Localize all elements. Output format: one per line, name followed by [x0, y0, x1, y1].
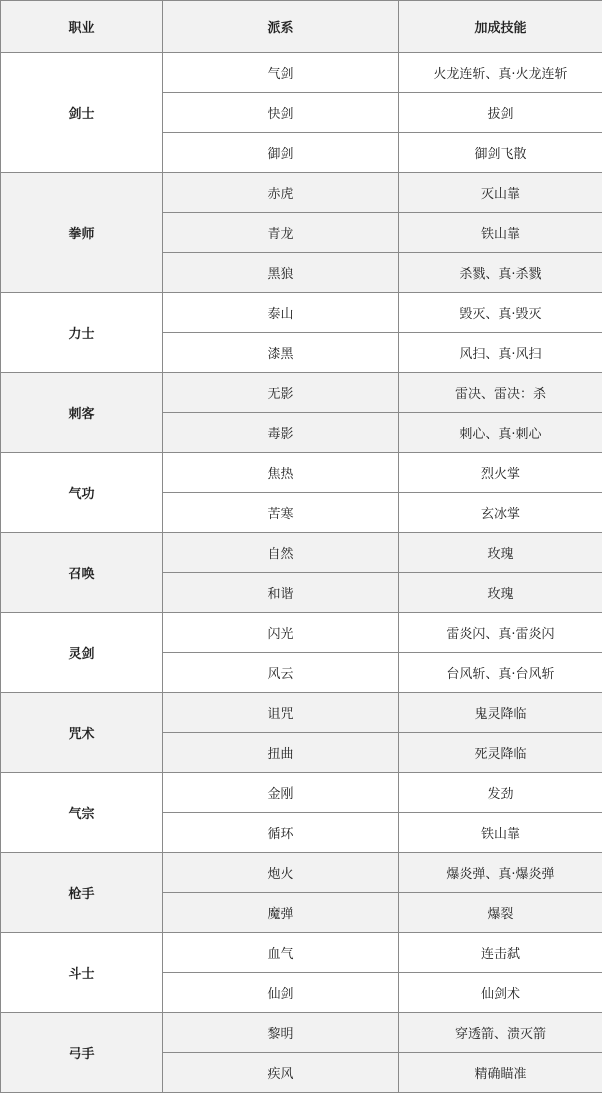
- skill-cell: 拔剑: [399, 93, 602, 133]
- skill-cell: 玫瑰: [399, 533, 602, 573]
- skill-cell: 铁山靠: [399, 213, 602, 253]
- class-name: 枪手: [1, 853, 163, 933]
- skill-cell: 鬼灵降临: [399, 693, 602, 733]
- branch-cell: 泰山: [163, 293, 399, 333]
- class-group: [1, 533, 602, 613]
- skill-cell: 雷炎闪、真·雷炎闪: [399, 613, 602, 653]
- skill-cell: 连击弑: [399, 933, 602, 973]
- skill-cell: 铁山靠: [399, 813, 602, 853]
- class-name: 气功: [1, 453, 163, 533]
- class-group: [1, 1013, 602, 1093]
- table-row: [1, 773, 602, 813]
- branch-cell: 黎明: [163, 1013, 399, 1053]
- skill-cell: 爆裂: [399, 893, 602, 933]
- table-row: [1, 53, 602, 93]
- skill-cell: 台风斩、真·台风斩: [399, 653, 602, 693]
- branch-cell: 黑狼: [163, 253, 399, 293]
- class-name: 刺客: [1, 373, 163, 453]
- header-class: 职业: [1, 1, 163, 53]
- class-name: 力士: [1, 293, 163, 373]
- table-row: [1, 613, 602, 653]
- header-skill: 加成技能: [399, 1, 602, 53]
- class-name: 咒术: [1, 693, 163, 773]
- class-group: [1, 773, 602, 853]
- skill-cell: 杀戮、真·杀戮: [399, 253, 602, 293]
- branch-cell: 无影: [163, 373, 399, 413]
- table-row: [1, 853, 602, 893]
- branch-cell: 魔弹: [163, 893, 399, 933]
- skill-cell: 火龙连斩、真·火龙连斩: [399, 53, 602, 93]
- class-group: [1, 453, 602, 533]
- table-row: [1, 1013, 602, 1053]
- branch-cell: 诅咒: [163, 693, 399, 733]
- branch-cell: 漆黑: [163, 333, 399, 373]
- branch-cell: 焦热: [163, 453, 399, 493]
- branch-cell: 御剑: [163, 133, 399, 173]
- class-group: [1, 853, 602, 933]
- class-name: 剑士: [1, 53, 163, 173]
- skill-cell: 风扫、真·风扫: [399, 333, 602, 373]
- branch-cell: 毒影: [163, 413, 399, 453]
- branch-cell: 赤虎: [163, 173, 399, 213]
- class-name: 灵剑: [1, 613, 163, 693]
- branch-cell: 循环: [163, 813, 399, 853]
- skill-cell: 穿透箭、溃灭箭: [399, 1013, 602, 1053]
- skill-cell: 烈火掌: [399, 453, 602, 493]
- branch-cell: 扭曲: [163, 733, 399, 773]
- skill-cell: 刺心、真·刺心: [399, 413, 602, 453]
- header-branch: 派系: [163, 1, 399, 53]
- branch-cell: 闪光: [163, 613, 399, 653]
- skill-cell: 发劲: [399, 773, 602, 813]
- class-group: [1, 373, 602, 453]
- class-group: [1, 53, 602, 173]
- branch-cell: 自然: [163, 533, 399, 573]
- table-row: [1, 453, 602, 493]
- branch-cell: 疾风: [163, 1053, 399, 1093]
- branch-cell: 苦寒: [163, 493, 399, 533]
- skill-cell: 玄冰掌: [399, 493, 602, 533]
- branch-cell: 炮火: [163, 853, 399, 893]
- branch-cell: 风云: [163, 653, 399, 693]
- class-name: 召唤: [1, 533, 163, 613]
- branch-cell: 气剑: [163, 53, 399, 93]
- branch-cell: 和谐: [163, 573, 399, 613]
- skill-cell: 灭山靠: [399, 173, 602, 213]
- table-row: [1, 293, 602, 333]
- table-row: [1, 373, 602, 413]
- table-header: [1, 1, 602, 53]
- skill-cell: 死灵降临: [399, 733, 602, 773]
- class-name: 弓手: [1, 1013, 163, 1093]
- table-row: [1, 933, 602, 973]
- table-row: [1, 173, 602, 213]
- class-name: 拳师: [1, 173, 163, 293]
- table-row: [1, 693, 602, 733]
- class-group: [1, 613, 602, 693]
- branch-cell: 金刚: [163, 773, 399, 813]
- skill-cell: 仙剑术: [399, 973, 602, 1013]
- skill-cell: 玫瑰: [399, 573, 602, 613]
- class-group: [1, 293, 602, 373]
- branch-cell: 仙剑: [163, 973, 399, 1013]
- class-name: 斗士: [1, 933, 163, 1013]
- skill-cell: 精确瞄准: [399, 1053, 602, 1093]
- header-row: [1, 1, 602, 53]
- skill-cell: 御剑飞散: [399, 133, 602, 173]
- branch-cell: 快剑: [163, 93, 399, 133]
- skill-cell: 毁灭、真·毁灭: [399, 293, 602, 333]
- class-group: [1, 933, 602, 1013]
- class-group: [1, 693, 602, 773]
- class-group: [1, 173, 602, 293]
- branch-cell: 青龙: [163, 213, 399, 253]
- skill-cell: 雷决、雷决：杀: [399, 373, 602, 413]
- class-name: 气宗: [1, 773, 163, 853]
- skill-cell: 爆炎弹、真·爆炎弹: [399, 853, 602, 893]
- table-row: [1, 533, 602, 573]
- branch-cell: 血气: [163, 933, 399, 973]
